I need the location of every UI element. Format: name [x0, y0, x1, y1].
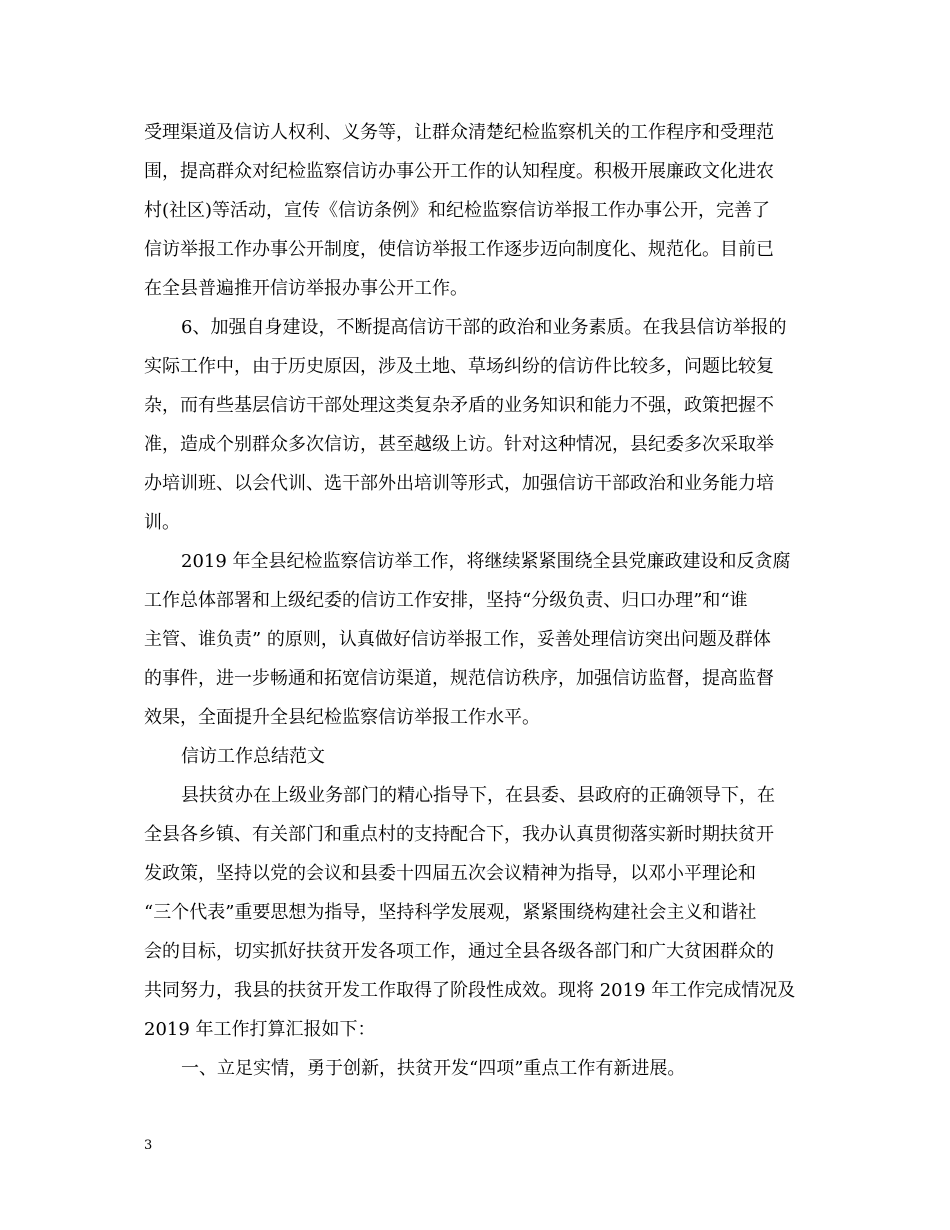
text-line: 发政策，坚持以党的会议和县委十四届五次会议精神为指导，以邓小平理论和: [144, 863, 756, 884]
text-line: 杂，而有些基层信访干部处理这类复杂矛盾的业务知识和能力不强，政策把握不: [144, 395, 774, 416]
text-line: 村(社区)等活动，宣传《信访条例》和纪检监察信访举报工作办事公开，完善了: [144, 200, 771, 221]
text-line: 受理渠道及信访人权利、义务等，让群众清楚纪检监察机关的工作程序和受理范: [144, 122, 774, 143]
text-line: 的事件，进一步畅通和拓宽信访渠道，规范信访秩序，加强信访监督，提高监督: [144, 668, 774, 689]
text-line: “三个代表”重要思想为指导，坚持科学发展观，紧紧围绕构建社会主义和谐社: [144, 902, 757, 923]
text-line: 在全县普遍推开信访举报办事公开工作。: [144, 278, 468, 299]
text-line: 6、加强自身建设，不断提高信访干部的政治和业务素质。在我县信访举报的: [181, 317, 787, 338]
text-line: 训。: [144, 512, 180, 533]
document-body: [144, 113, 810, 1088]
paragraph: [144, 776, 810, 1049]
text-line: 2019 年全县纪检监察信访举工作，将继续紧紧围绕全县党廉政建设和反贪腐: [181, 551, 791, 572]
paragraph: [144, 542, 810, 737]
text-line: 工作总体部署和上级纪委的信访工作安排，坚持“分级负责、归口办理”和“谁: [144, 590, 748, 611]
text-line: 共同努力，我县的扶贫开发工作取得了阶段性成效。现将 2019 年工作完成情况及: [144, 980, 796, 1001]
text-line: 全县各乡镇、有关部门和重点村的支持配合下，我办认真贯彻落实新时期扶贫开: [144, 824, 774, 845]
text-line: 信访工作总结范文: [181, 746, 325, 767]
text-line: 办培训班、以会代训、选干部外出培训等形式，加强信访干部政治和业务能力培: [144, 473, 774, 494]
text-line: 县扶贫办在上级业务部门的精心指导下，在县委、县政府的正确领导下，在: [181, 785, 775, 806]
paragraph: [144, 308, 810, 542]
paragraph: [144, 113, 810, 308]
paragraph: [144, 737, 810, 776]
text-line: 信访举报工作办事公开制度，使信访举报工作逐步迈向制度化、规范化。目前已: [144, 239, 774, 260]
text-line: 效果，全面提升全县纪检监察信访举报工作水平。: [144, 707, 540, 728]
text-line: 准，造成个别群众多次信访，甚至越级上访。针对这种情况，县纪委多次采取举: [144, 434, 774, 455]
text-line: 围，提高群众对纪检监察信访办事公开工作的认知程度。积极开展廉政文化进农: [144, 161, 774, 182]
text-line: 会的目标，切实抓好扶贫开发各项工作，通过全县各级各部门和广大贫困群众的: [144, 941, 774, 962]
text-line: 实际工作中，由于历史原因，涉及土地、草场纠纷的信访件比较多，问题比较复: [144, 356, 774, 377]
page-number: 3: [144, 1138, 153, 1153]
text-line: 一、立足实情，勇于创新，扶贫开发“四项”重点工作有新进展。: [181, 1058, 686, 1079]
paragraph: [144, 1049, 810, 1088]
text-line: 主管、谁负责” 的原则，认真做好信访举报工作，妥善处理信访突出问题及群体: [144, 629, 771, 650]
text-line: 2019 年工作打算汇报如下：: [144, 1019, 376, 1040]
